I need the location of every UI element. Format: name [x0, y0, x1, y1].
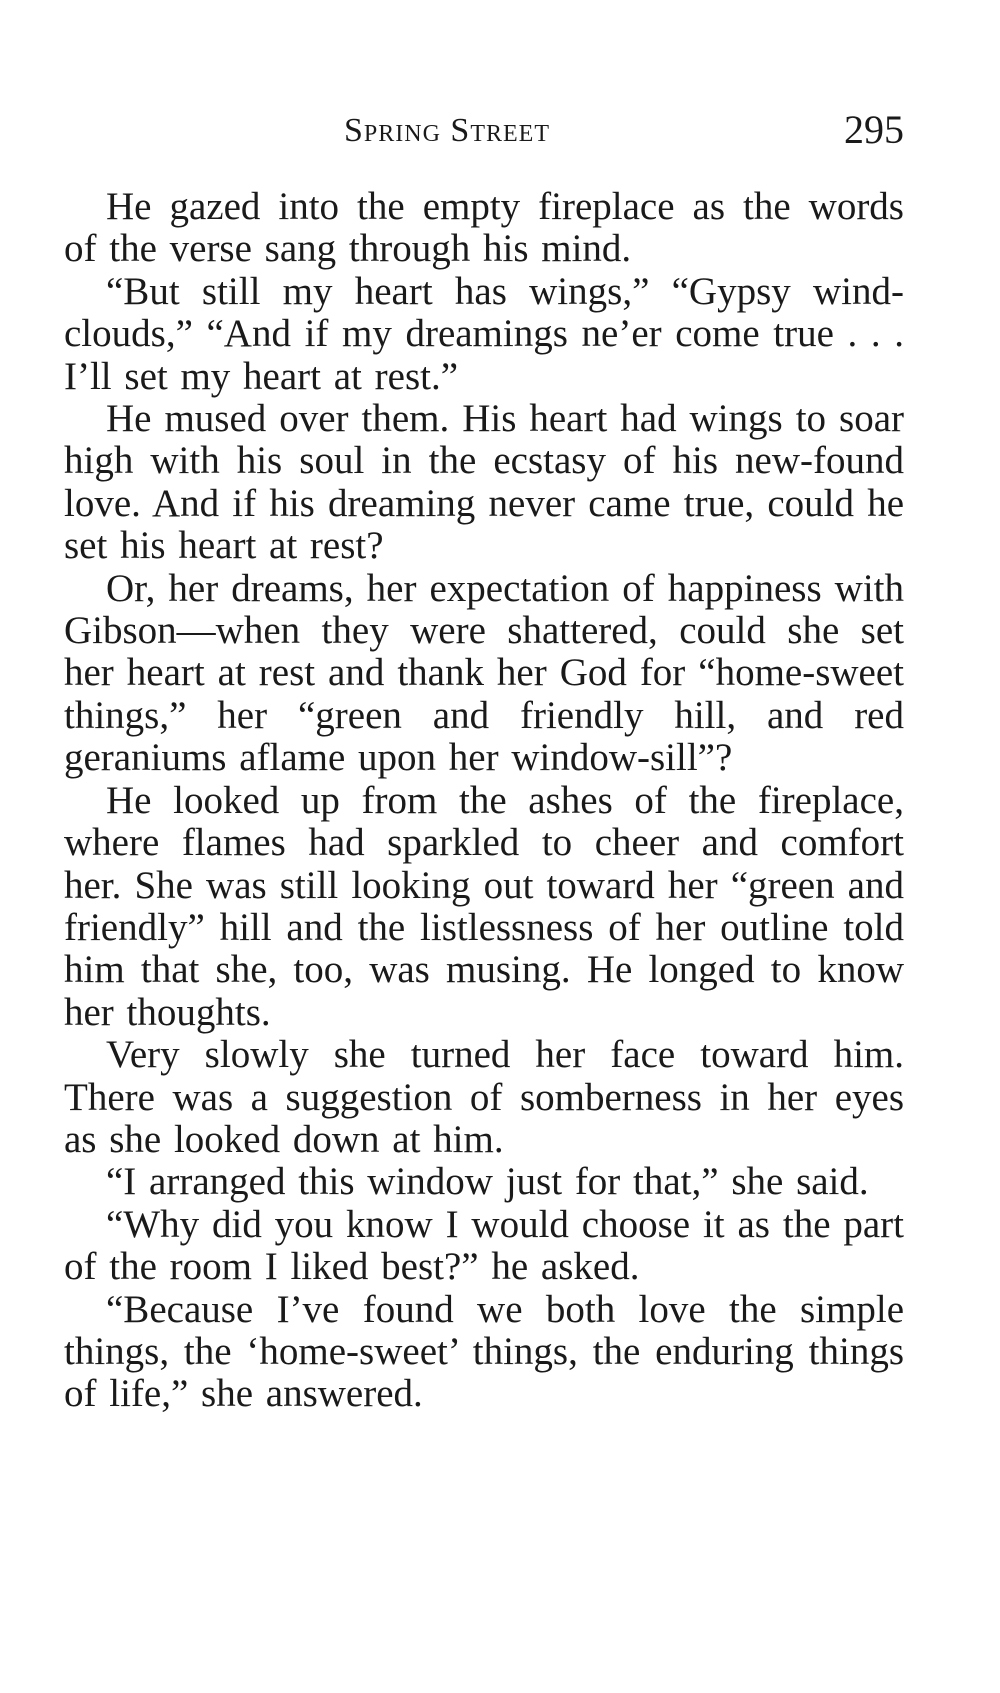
running-title: Spring Street [344, 112, 550, 149]
paragraph: He mused over them. His heart had wings to soar high with his soul in the ecstasy of his new-found love. And if his dreaming never came true, could he set his heart at rest? [64, 397, 904, 568]
paragraph: Or, her dreams, her expectation of happiness with Gibson—when they were shattered, could she set her heart at rest and thank her God for “home-sweet things,” her “green and friendly hill, and red geraniums aflame upon her window-sill”? [64, 566, 904, 780]
body-text [64, 186, 904, 1416]
paragraph: “Why did you know I would choose it as the part of the room I liked best?” he asked. [64, 1202, 904, 1289]
running-head [64, 107, 904, 162]
paragraph: “But still my heart has wings,” “Gypsy wind-clouds,” “And if my dreamings ne’er come true . . . I’ll set my heart at rest.” [64, 269, 904, 398]
paragraph: “I arranged this window just for that,” she said. [106, 1160, 869, 1204]
paragraph: “Because I’ve found we both love the simple things, the ‘home-sweet’ things, the enduring things of life,” she answered. [64, 1287, 904, 1416]
paragraph: He looked up from the ashes of the fireplace, where flames had sparkled to cheer and comfort her. She was still looking out toward her “green and friendly” hill and the listlessness of her outline told him that she, too, was musing. He longed to know her thoughts. [64, 778, 904, 1034]
paragraph: He gazed into the empty fireplace as the words of the verse sang through his mind. [64, 185, 904, 271]
page-number: 295 [844, 107, 904, 152]
paragraph: Very slowly she turned her face toward him. There was a suggestion of somberness in her eyes as she looked down at him. [64, 1033, 904, 1161]
